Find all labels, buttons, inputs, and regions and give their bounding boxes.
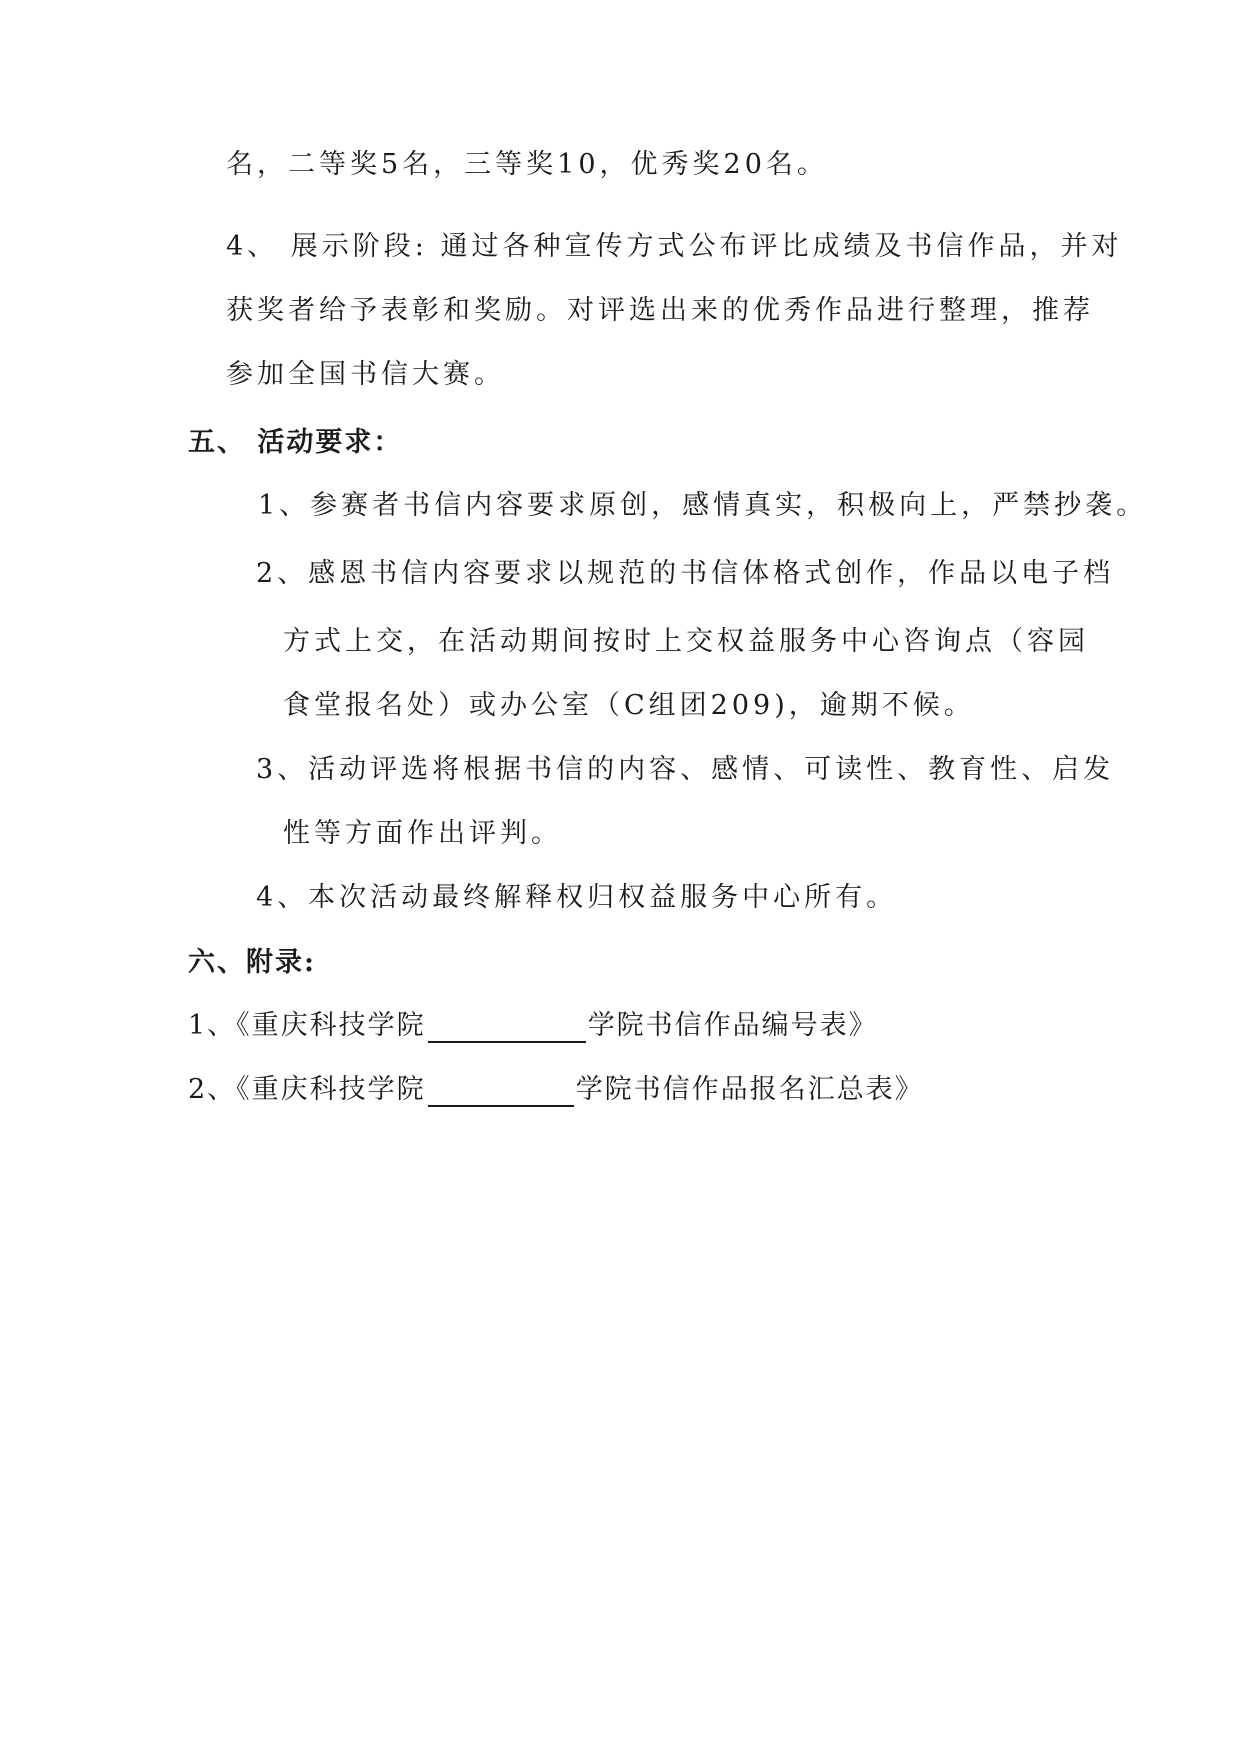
appendix-item-2-suffix: 学院书信作品报名汇总表》 xyxy=(575,1074,924,1105)
appendix-item-1 xyxy=(188,1009,878,1043)
requirement-1: 1、参赛者书信内容要求原创，感情真实，积极向上，严禁抄袭。 xyxy=(258,490,1148,521)
appendix-item-1-prefix: 1、《重庆科技学院 xyxy=(188,1010,426,1041)
appendix-item-2 xyxy=(188,1073,924,1107)
requirement-2-line-1: 2、感恩书信内容要求以规范的书信体格式创作，作品以电子档 xyxy=(256,558,1115,589)
stage4-line-3: 参加全国书信大赛。 xyxy=(226,359,505,390)
fill-in-blank-2 xyxy=(428,1077,574,1107)
requirement-2-line-3: 食堂报名处）或办公室（C组团209)，逾期不候。 xyxy=(283,690,975,721)
appendix-item-1-suffix: 学院书信作品编号表》 xyxy=(587,1010,878,1041)
appendix-item-2-prefix: 2、《重庆科技学院 xyxy=(188,1074,426,1105)
stage4-line-1: 4、 展示阶段: 通过各种宣传方式公布评比成绩及书信作品，并对 xyxy=(226,231,1123,262)
stage4-line-2: 获奖者给予表彰和奖励。对评选出来的优秀作品进行整理，推荐 xyxy=(226,295,1094,326)
requirement-2-line-2: 方式上交，在活动期间按时上交权益服务中心咨询点（容园 xyxy=(283,626,1089,657)
requirement-3-line-2: 性等方面作出评判。 xyxy=(283,818,562,849)
section-5-heading: 五、 活动要求： xyxy=(188,427,403,458)
continuation-line: 名，二等奖5名，三等奖10，优秀奖20名。 xyxy=(226,149,828,180)
requirement-3-line-1: 3、活动评选将根据书信的内容、感情、可读性、教育性、启发 xyxy=(256,754,1115,785)
section-6-heading: 六、附录: xyxy=(188,947,316,978)
fill-in-blank-1 xyxy=(428,1013,586,1043)
requirement-4: 4、本次活动最终解释权归权益服务中心所有。 xyxy=(256,882,898,913)
